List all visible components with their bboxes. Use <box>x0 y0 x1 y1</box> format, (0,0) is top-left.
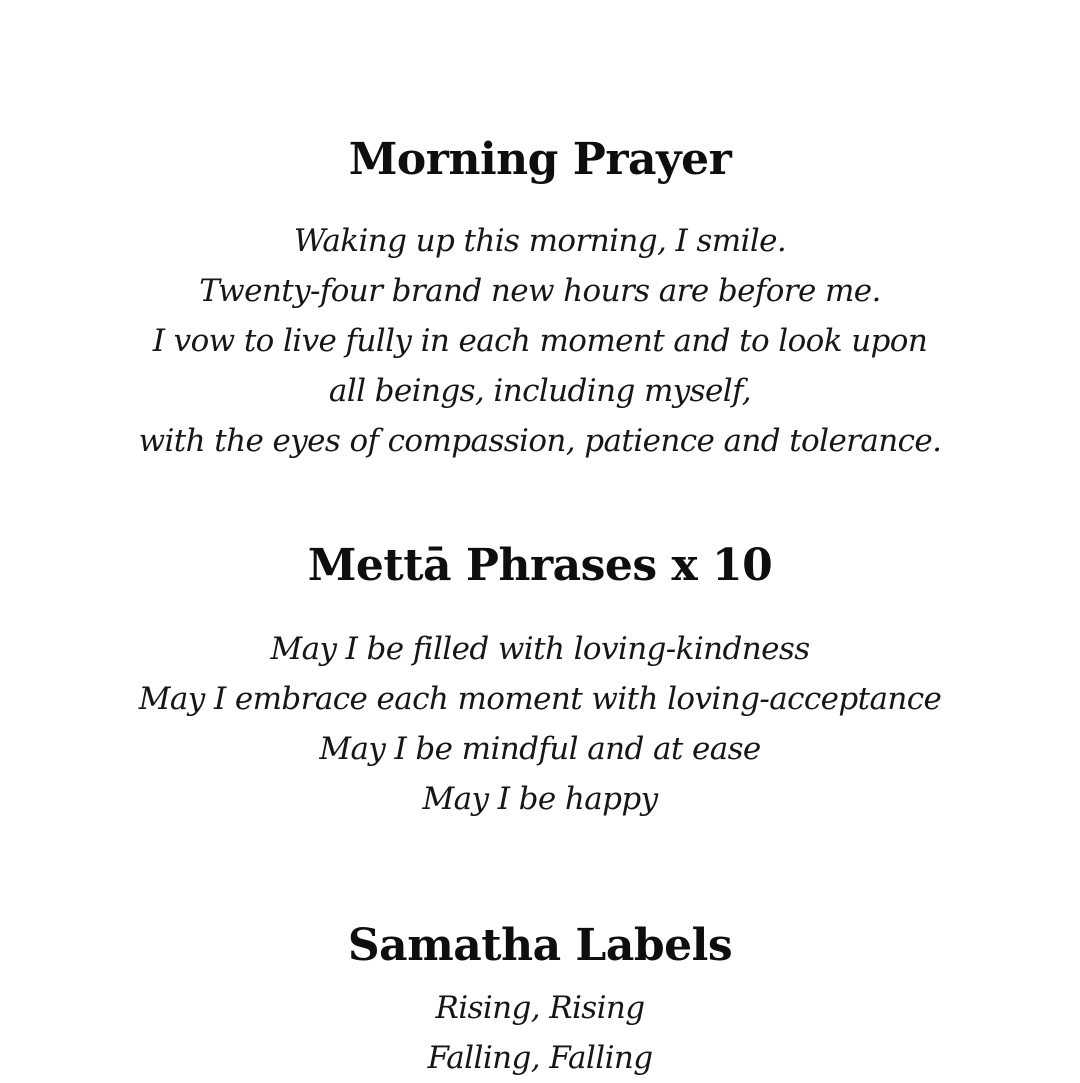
morning-prayer-line: with the eyes of compassion, patience and tolerance. <box>138 423 942 459</box>
morning-prayer-line: Twenty-four brand new hours are before me. <box>199 273 881 309</box>
metta-phrase-line: May I embrace each moment with loving-acceptance <box>138 681 942 717</box>
metta-phrases-section <box>0 538 1080 824</box>
metta-phrase-line: May I be happy <box>422 781 658 817</box>
samatha-labels-text <box>0 983 1080 1083</box>
morning-prayer-title: Morning Prayer <box>348 134 732 185</box>
morning-prayer-line: Waking up this morning, I smile. <box>293 223 787 259</box>
samatha-labels-title: Samatha Labels <box>347 920 733 971</box>
samatha-labels-section <box>0 918 1080 1083</box>
metta-phrases-text <box>0 624 1080 824</box>
metta-phrase-line: May I be filled with loving-kindness <box>270 631 810 667</box>
metta-phrase-line: May I be mindful and at ease <box>319 731 761 767</box>
metta-phrases-title: Mettā Phrases x 10 <box>307 540 773 591</box>
samatha-label-line: Rising, Rising <box>435 990 645 1026</box>
morning-prayer-line: I vow to live fully in each moment and to look upon <box>152 323 928 359</box>
morning-prayer-section <box>0 132 1080 466</box>
samatha-label-line: Falling, Falling <box>427 1040 653 1076</box>
morning-prayer-text <box>0 216 1080 466</box>
morning-prayer-line: all beings, including myself, <box>328 373 752 409</box>
